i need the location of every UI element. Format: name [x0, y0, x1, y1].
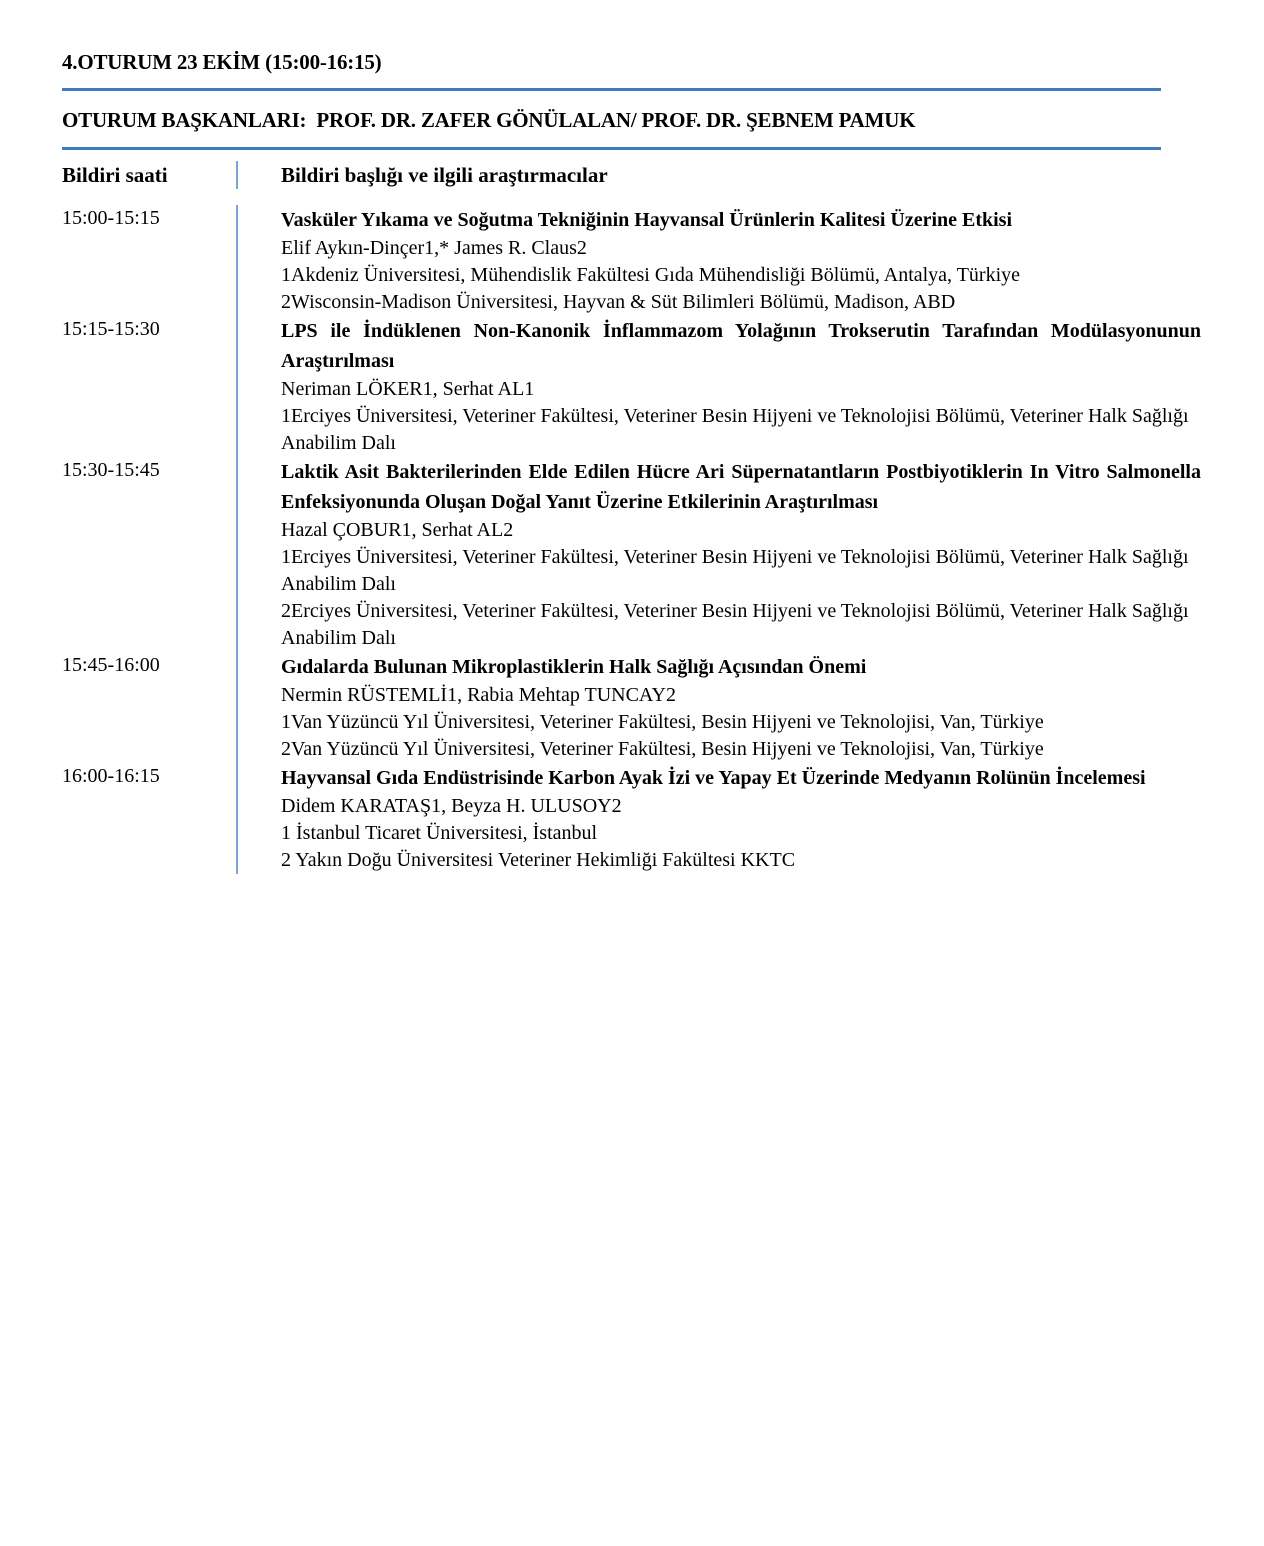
session-row — [62, 316, 1203, 457]
table-body — [62, 205, 1203, 874]
presentation-details — [238, 652, 1201, 763]
presentation-authors: Elif Aykın-Dinçer1,* James R. Claus2 — [281, 237, 587, 259]
presentation-affiliations — [281, 544, 1201, 652]
session-row — [62, 205, 1203, 316]
presentation-details — [238, 205, 1201, 316]
presentation-affiliations — [281, 820, 1201, 874]
presentation-time: 15:30-15:45 — [62, 457, 238, 652]
session-row — [62, 763, 1203, 874]
presentation-affiliations — [281, 403, 1201, 457]
presentation-time: 15:00-15:15 — [62, 205, 238, 316]
divider-rule-top — [62, 88, 1161, 91]
presentation-affiliations — [281, 709, 1201, 763]
table-header-row — [62, 161, 1203, 205]
presentation-details — [238, 457, 1201, 652]
presentation-affiliation: 1 İstanbul Ticaret Üniversitesi, İstanbul — [281, 822, 598, 844]
session-title: 4.OTURUM 23 EKİM (15:00-16:15) — [62, 50, 382, 74]
divider-rule-bottom — [62, 147, 1161, 150]
presentation-time: 15:45-16:00 — [62, 652, 238, 763]
presentation-affiliation: 1Erciyes Üniversitesi, Veteriner Fakültesi, Veteriner Besin Hijyeni ve Teknolojisi Bölümü, Veteriner Halk Sağlığı Anabilim Dalı — [281, 405, 1189, 454]
presentation-affiliation: 2Erciyes Üniversitesi, Veteriner Fakültesi, Veteriner Besin Hijyeni ve Teknolojisi Bölümü, Veteriner Halk Sağlığı Anabilim Dalı — [281, 600, 1189, 649]
presentation-time: 15:15-15:30 — [62, 316, 238, 457]
presentation-affiliations — [281, 262, 1201, 316]
presentation-time: 16:00-16:15 — [62, 763, 238, 874]
presentation-affiliation: 2 Yakın Doğu Üniversitesi Veteriner Hekimliği Fakültesi KKTC — [281, 849, 796, 871]
presentation-title: Gıdalarda Bulunan Mikroplastiklerin Halk Sağlığı Açısından Önemi — [281, 656, 867, 678]
schedule-table — [62, 161, 1203, 874]
chairs-names: PROF. DR. ZAFER GÖNÜLALAN/ PROF. DR. ŞEBNEM PAMUK — [316, 108, 916, 132]
presentation-details — [238, 316, 1201, 457]
chairs-label: OTURUM BAŞKANLARI: — [62, 108, 307, 132]
presentation-affiliation: 2Wisconsin-Madison Üniversitesi, Hayvan & Süt Bilimleri Bölümü, Madison, ABD — [281, 291, 956, 313]
presentation-title: Vasküler Yıkama ve Soğutma Tekniğinin Hayvansal Ürünlerin Kalitesi Üzerine Etkisi — [281, 209, 1013, 231]
presentation-affiliation: 2Van Yüzüncü Yıl Üniversitesi, Veteriner Fakültesi, Besin Hijyeni ve Teknolojisi, Van, Türkiye — [281, 738, 1044, 760]
column-header-content: Bildiri başlığı ve ilgili araştırmacılar — [281, 163, 608, 187]
presentation-affiliation: 1Akdeniz Üniversitesi, Mühendislik Fakültesi Gıda Mühendisliği Bölümü, Antalya, Türkiye — [281, 264, 1021, 286]
column-header-time: Bildiri saati — [62, 161, 238, 189]
session-row — [62, 652, 1203, 763]
presentation-title: Laktik Asit Bakterilerinden Elde Edilen Hücre Ari Süpernatantların Postbiyotiklerin In Vitro Salmonella Enfeksiyonunda Oluşan Doğal Yanıt Üzerine Etkilerinin Araştırılması — [281, 461, 1201, 513]
presentation-affiliation: 1Erciyes Üniversitesi, Veteriner Fakültesi, Veteriner Besin Hijyeni ve Teknolojisi Bölümü, Veteriner Halk Sağlığı Anabilim Dalı — [281, 546, 1189, 595]
presentation-affiliation: 1Van Yüzüncü Yıl Üniversitesi, Veteriner Fakültesi, Besin Hijyeni ve Teknolojisi, Van, Türkiye — [281, 711, 1044, 733]
session-row — [62, 457, 1203, 652]
presentation-details — [238, 763, 1201, 874]
session-chairs-line — [62, 106, 1203, 134]
presentation-authors: Neriman LÖKER1, Serhat AL1 — [281, 378, 535, 400]
presentation-title: LPS ile İndüklenen Non-Kanonik İnflammazom Yolağının Trokserutin Tarafından Modülasyonunun Araştırılması — [281, 320, 1201, 372]
presentation-authors: Nermin RÜSTEMLİ1, Rabia Mehtap TUNCAY2 — [281, 684, 676, 706]
presentation-authors: Hazal ÇOBUR1, Serhat AL2 — [281, 519, 514, 541]
presentation-title: Hayvansal Gıda Endüstrisinde Karbon Ayak İzi ve Yapay Et Üzerinde Medyanın Rolünün İncelemesi — [281, 767, 1146, 789]
presentation-authors: Didem KARATAŞ1, Beyza H. ULUSOY2 — [281, 795, 622, 817]
